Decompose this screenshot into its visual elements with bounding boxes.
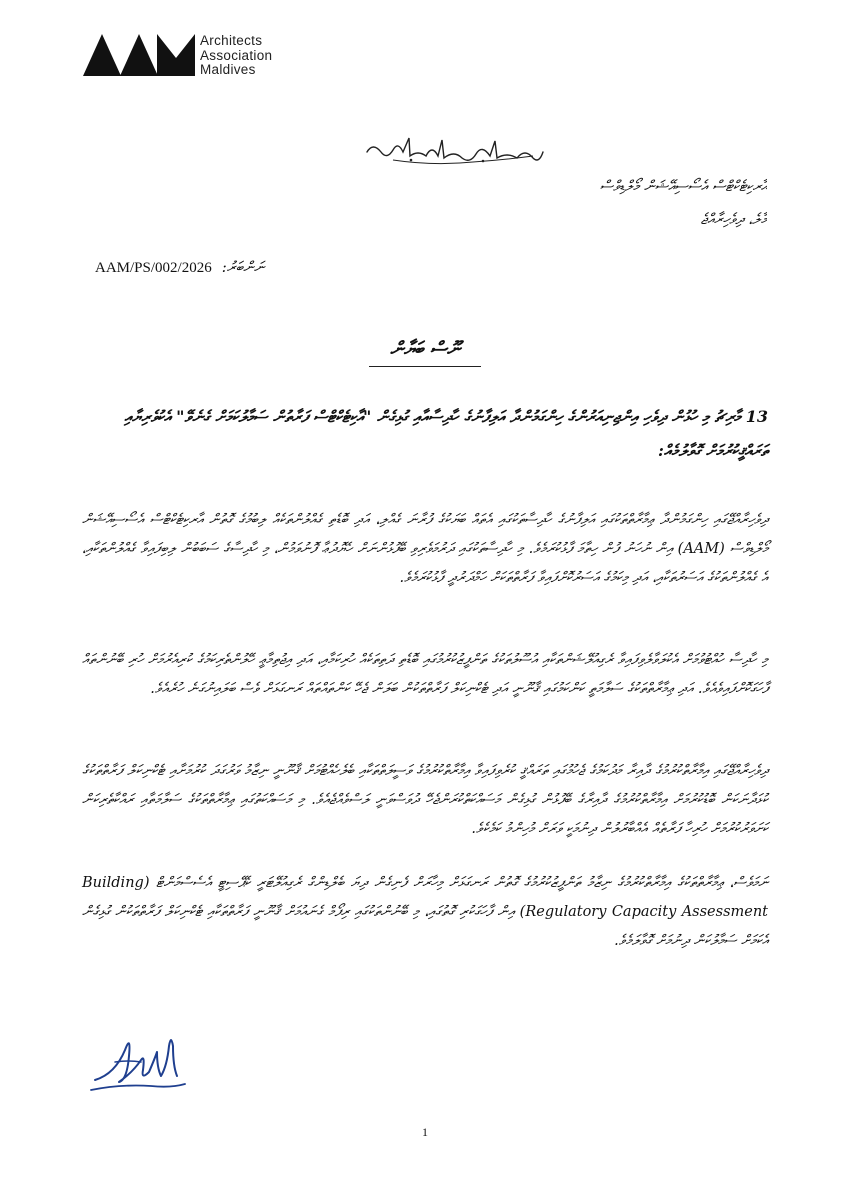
reference-label: ނަންބަރު: — [221, 258, 265, 276]
page-number: 1 — [422, 1125, 428, 1139]
bismillah-calligraphy — [363, 130, 553, 166]
body-paragraph: މި ހާދިސާ ހުއްޓުވުމަށް އެކުލަވާލެވިފައިވާ ރެގިއުލޭޝަންތަކާއި އުސޫލުތަކުގެ ތަންފީޒުކުރުމުގައި ބޮޑެތި ދަތިތަކެއް ހުރިކަމާއި، އަދި އިޖުތިމާޢީ ހޭލުންތެރިކަމުގެ ކުރިއެރުމަށް ހުރި ބޭނުންތައް ފާހަގަކޮށްފައިވެއެވެ. އަދި ޢިމާރާތްތަކުގެ ސަލާމަތީ ކަންކަމުގައި ޤާނޫނީ އަދި ޓެކްނިކަލް ފަރާތްތަކުން ބަލަން ޖެހޭ ކަންތައްތައް ރަނގަޅަށް ވެސް ބަލައިނުގަނެ ހުރެއެވެ. — [82, 652, 768, 697]
reference-row — [95, 258, 515, 277]
org-name-line: Maldives — [200, 62, 256, 77]
reference-number: AAM/PS/002/2026 — [95, 260, 212, 276]
aam-logo — [83, 34, 195, 76]
statement-heading: 13 މާރިޗު މި ހުޅުން ދިވެހި އިންޖިނިއަރުންގެ ހިންގަމުންދާ އަލިފާނުގެ ހާދިސާއާއި ގުޅިގެން "އާކިޓެކްޓްސް ފަރާތުން ސަމާލުކަމަށް ގެނެވޭ" އެކުވެރިޔާއި ތަރައްޤީކުރުމަށް ގޮވާލުމެއް: — [124, 407, 768, 460]
org-name-line: Association — [200, 47, 273, 63]
address-line-1: އާރކިޓެކްޓްސް އެސޯސިއޭޝަން މޯލްޑިވްސް — [599, 177, 767, 195]
document-title: ނޫސް ބަޔާން — [390, 338, 460, 360]
body-paragraph: ދިވެހިރާއްޖޭގައި އިމާރާތްކުރުމުގެ ދާއިރާ މަދުކަމުގެ ޖެހުމުގައި ތަރައްޤީ ކުރެވިފައިވާ އިމާރާތްކުރުމުގެ ވަސީލަތްތަކާއި ބެލެހެއްޓުމަށް ޤާނޫނީ ނިޒާމު ވަރުގަދަ ކުރުމަށާއި ޓެކްނިކަލް ފަރާތްތަކުގެ ކުޅަދާނަކަން ބޮޑުކުރުމަށް އިމާރާތްކުރުމުގެ ދާއިރާގެ ބޭފުޅުން ގުޅިގެން މަސައްކަތްކުރަންޖެހޭ ދުވަސްވަނީ ލަސްވެއްޖެއެވެ. މި މަސައްކަތުގައި ޢިމާރާތްތަކުގެ ސަލާމަތާއި ރައްކާތެރިކަން ކަށަވަރުކުރުމަށް ހުރިހާ ފަރާތެއް އެއްބާރުލުން ދިނުމަކީ ވަރަށް މުހިންމު ކަމެކެވެ. — [82, 763, 768, 837]
org-name-line: Architects — [200, 33, 263, 48]
body-paragraph: ދިވެހިރާއްޖޭގައި ހިންގަމުންދާ ޢިމާރާތްތަކުގައި އަލިފާނުގެ ހާދިސާތަކުގައި އެތައް ބަޔަކުގެ ފުރާނަ ގެއްލި، އަދި ބޮޑެތި ގެއްލުންތަކެއް ލިބުމުގެ ގޮތުން އާރކިޓެކްޓްސް އެސޯސިއޭޝަން މޯލްޑިވްސް (AAM) އިން ނުހަނު ފުން ހިތާމަ ފާޅުކުރަމެވެ. މި ހާދިސާތަކުގައި ދަރުމަވެރިވި ބޭފުޅުންނަށް ހެޔޮދުޢާ ފޮނުވަމުން، މި ހާދިސާގެ ސަބަބުން ލިބިފައިވާ ގެއްލުންތަކާއި، އެ ގެއްލުންތަކުގެ އަސަރުތަކާއި، އަދި މިކަމުގެ އަސަރުކޮށްފައިވާ ފަރާތްތަކަށް ހަމްދަރުދީ ފާޅުކުރަމެވެ. — [82, 512, 769, 586]
org-name — [200, 34, 272, 78]
handwritten-signature — [85, 1022, 190, 1102]
address-line-2: މާލެ، ދިވެހިރާއްޖެ — [700, 210, 767, 228]
body-paragraph: ނަމަވެސް، ޢިމާރާތްތަކުގެ އިމާރާތްކުރުމުގެ ނިޒާމު ތަންފީޒުކުރުމުގެ ގޮތުން ރަނގަޅަށް މިހާރަށް ފެނިގެން ދިޔަ ބެލްޑިންގް ރެގިއުލޭޓަރީ ކެޕޭސިޓީ އެސެސްމަންޓް (Building Regulatory Capacity Assessment) އިން ފާހަގަކުރި ގޮތުގައި، މި ބޭނުންތަކުގައި ރިފޯމް ގެނައުމަށް ޤާނޫނީ ފަރާތްތަކާއި ޓެކްނިކަލް ފަރާތްތަކުން ގުޅިގެން އެކަމަށް ސަމާލުކަން ދިނުމަށް ގޮވާލަމެވެ. — [82, 875, 769, 949]
title-underline — [369, 366, 481, 367]
